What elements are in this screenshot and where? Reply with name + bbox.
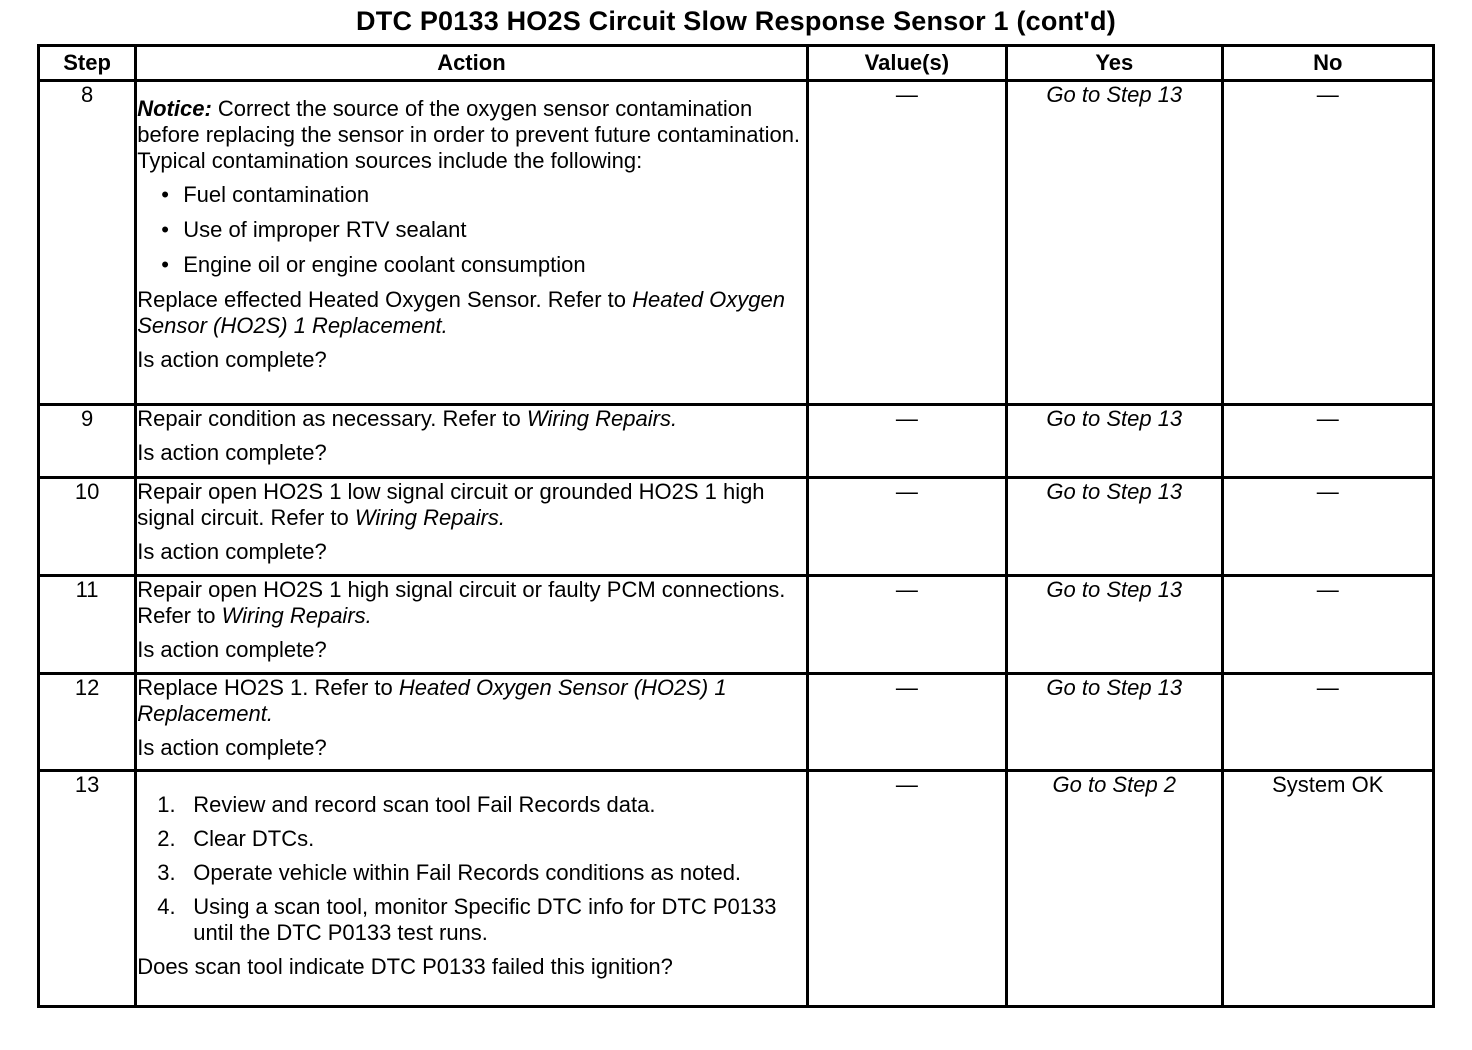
list-item: 4. Using a scan tool, monitor Specific DTC info for DTC P0133 until the DTC P0133 test runs. — [157, 894, 777, 945]
yes-cell: Go to Step 13 — [1007, 674, 1222, 771]
notice-paragraph — [137, 96, 805, 174]
action-text: Replace HO2S 1. Refer to Heated Oxygen Sensor (HO2S) 1 Replacement. — [137, 675, 727, 726]
step-number: 12 — [39, 674, 136, 771]
question-text: Is action complete? — [137, 637, 327, 662]
contamination-list — [137, 182, 805, 278]
reference-text: Wiring Repairs. — [354, 505, 506, 530]
list-item: 1. Review and record scan tool Fail Records data. — [157, 792, 656, 817]
step-number: 9 — [39, 405, 136, 478]
header-action: Action — [136, 46, 807, 81]
reference-text: Heated Oxygen Sensor (HO2S) 1 Replacement. — [137, 287, 785, 338]
list-item: • Use of improper RTV sealant — [161, 217, 467, 242]
action-cell — [136, 771, 807, 1007]
no-cell: — — [1222, 478, 1433, 576]
values-cell: — — [807, 771, 1006, 1007]
yes-cell: Go to Step 13 — [1007, 81, 1222, 405]
reference-text: Heated Oxygen Sensor (HO2S) 1 Replacement. — [137, 675, 727, 726]
values-cell: — — [807, 478, 1006, 576]
no-cell: — — [1222, 576, 1433, 674]
action-cell — [136, 576, 807, 674]
question-text: Is action complete? — [137, 735, 327, 760]
yes-cell: Go to Step 13 — [1007, 576, 1222, 674]
step-number: 13 — [39, 771, 136, 1007]
question-text: Is action complete? — [137, 347, 327, 372]
values-cell: — — [807, 674, 1006, 771]
table-row — [39, 576, 1434, 674]
yes-cell: Go to Step 13 — [1007, 405, 1222, 478]
action-text: Repair condition as necessary. Refer to Wiring Repairs. — [137, 406, 678, 431]
step-number: 10 — [39, 478, 136, 576]
no-cell: — — [1222, 81, 1433, 405]
values-cell: — — [807, 576, 1006, 674]
list-item: 2. Clear DTCs. — [157, 826, 315, 851]
table-row — [39, 405, 1434, 478]
question-text: Is action complete? — [137, 539, 327, 564]
values-cell: — — [807, 81, 1006, 405]
list-item: 3. Operate vehicle within Fail Records conditions as noted. — [157, 860, 742, 885]
action-cell — [136, 478, 807, 576]
question-text: Does scan tool indicate DTC P0133 failed this ignition? — [137, 954, 673, 979]
step-number: 8 — [39, 81, 136, 405]
notice-text: Correct the source of the oxygen sensor contamination before replacing the sensor in order to prevent future contamination. Typical contamination sources include the following: — [137, 96, 801, 173]
yes-cell: Go to Step 13 — [1007, 478, 1222, 576]
reference-text: Wiring Repairs. — [526, 406, 678, 431]
header-step: Step — [39, 46, 136, 81]
yes-cell: Go to Step 2 — [1007, 771, 1222, 1007]
table-row — [39, 81, 1434, 405]
replace-paragraph: Replace effected Heated Oxygen Sensor. Refer to Heated Oxygen Sensor (HO2S) 1 Replacement. — [137, 287, 785, 338]
table-row — [39, 478, 1434, 576]
action-text: Repair open HO2S 1 low signal circuit or grounded HO2S 1 high signal circuit. Refer to Wiring Repairs. — [137, 479, 765, 530]
list-item: • Engine oil or engine coolant consumption — [161, 252, 586, 277]
action-cell — [136, 81, 807, 405]
header-row — [39, 46, 1434, 81]
reference-text: Wiring Repairs. — [221, 603, 372, 628]
action-cell — [136, 674, 807, 771]
header-yes: Yes — [1007, 46, 1222, 81]
table-row — [39, 771, 1434, 1007]
header-no: No — [1222, 46, 1433, 81]
action-cell — [136, 405, 807, 478]
list-item: • Fuel contamination — [161, 182, 370, 207]
no-cell: — — [1222, 674, 1433, 771]
no-cell: System OK — [1222, 771, 1433, 1007]
question-text: Is action complete? — [137, 440, 327, 465]
header-values: Value(s) — [807, 46, 1006, 81]
page-title: DTC P0133 HO2S Circuit Slow Response Sensor 1 (cont'd) — [356, 6, 1116, 36]
no-cell: — — [1222, 405, 1433, 478]
notice-label: Notice: — [137, 96, 212, 121]
table-row — [39, 674, 1434, 771]
step-number: 11 — [39, 576, 136, 674]
action-text: Repair open HO2S 1 high signal circuit or faulty PCM connections. Refer to Wiring Repairs. — [137, 577, 786, 628]
values-cell: — — [807, 405, 1006, 478]
procedure-list — [137, 792, 805, 946]
dtc-table — [37, 44, 1435, 1008]
